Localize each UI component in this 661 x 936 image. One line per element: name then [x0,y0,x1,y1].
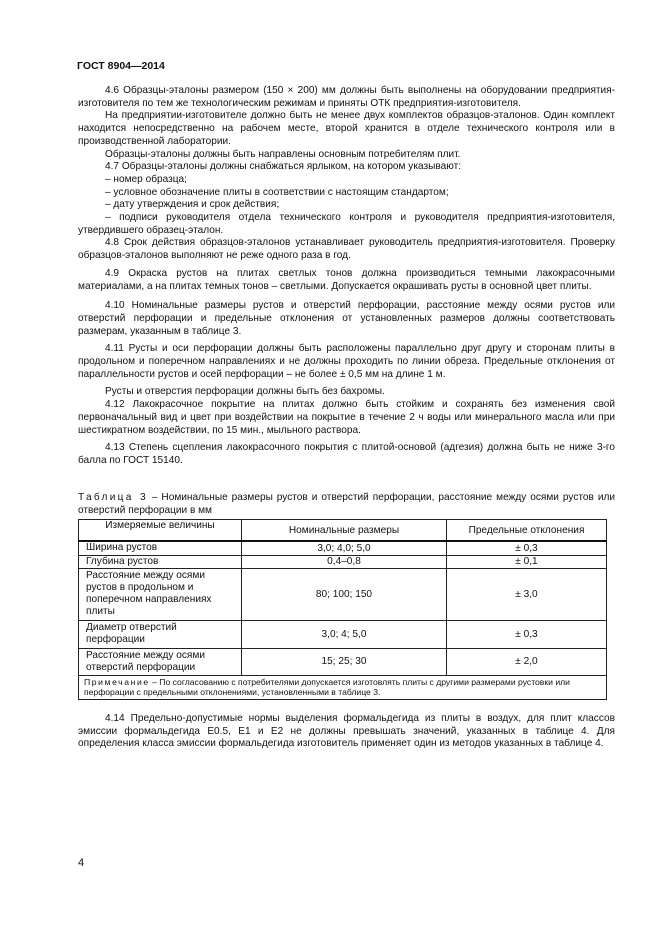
paragraph-fringe: Русты и отверстия перфорации должны быть без бахромы. [105,386,385,398]
list-item: – дату утверждения и срок действия; [105,199,280,211]
table-note [79,675,607,699]
table-row [79,541,607,555]
list-item: – подписи руководителя отдела технического контроля и руководителя предприятия-изготовителя, утвердившего образец-эталон. [78,212,615,236]
table-cell: 3,0; 4,0; 5,0 [242,541,447,555]
table-row [79,555,607,568]
paragraph-4-13: 4.13 Степень сцепления лакокрасочного покрытия с плитой-основой (адгезия) должна быть не ниже 3-го балла по ГОСТ 15140. [78,442,615,466]
table-cell: Ширина рустов [79,541,242,555]
table-row [79,648,607,675]
paragraph-4-9: 4.9 Окраска рустов на плитах светлых тонов должна производиться темными лакокрасочными материалами, а на плитах темных тонов – светлыми. Допускается окрашивать русты в основной цвет плиты. [78,267,615,292]
table-header-row [79,520,607,542]
paragraph-consumers: Образцы-эталоны должны быть направлены основным потребителям плит. [105,148,461,160]
table-cell: Глубина рустов [79,555,242,568]
table-cell: 3,0; 4; 5,0 [242,620,447,648]
table-cell: Расстояние между осями отверстий перфорации [79,648,242,675]
table-cell: 0,4–0,8 [242,555,447,568]
table-cell: ± 0,3 [447,620,607,648]
paragraph-4-14: 4.14 Предельно-допустимые нормы выделения формальдегида из плиты в воздух, для плит классов эмиссии формальдегида Е0.5, Е1 и Е2 не должны превышать значений, указанных в таблице 4. Для определения класса эмиссии формальдегида изготовитель применяет один из методов указанных в таблице 4. [78,713,615,750]
paragraph-4-6: 4.6 Образцы-эталоны размером (150 × 200) мм должны быть выполнены на оборудовании предприятия-изготовителя по тем же технологическим режимам и приняты ОТК предприятия-изготовителя. [78,85,615,109]
standard-header: ГОСТ 8904—2014 [77,60,165,72]
table-cell: 80; 100; 150 [242,568,447,620]
table-note-row [79,675,607,699]
list-item: – условное обозначение плиты в соответствии с настоящим стандартом; [105,186,449,198]
table-note-label: Примечание [84,676,150,687]
table-caption [78,492,615,517]
paragraph-4-8: 4.8 Срок действия образцов-эталонов устанавливает руководитель предприятия-изготовителя. Проверку образцов-эталонов выполняют не реже одного раза в год. [78,237,615,262]
table-header-cell: Номинальные размеры [242,520,447,542]
table-caption-text: – Номинальные размеры рустов и отверстий перфорации, расстояние между осями рустов или отверстий перфорации в мм [78,492,615,516]
paragraph-4-11: 4.11 Русты и оси перфорации должны быть расположены параллельно друг другу и сторонам плиты в продольном и поперечном направлениях и не должны проходить по линии обреза. Предельные отклонения от параллельности рустов и осей перфорации – не более ± 0,5 мм на длине 1 м. [78,343,615,380]
list-item: – номер образца; [105,173,187,185]
table-note-text: – По согласованию с потребителями допускается изготовлять плиты с другими размерами рустовки или перфорации с предельными отклонениями, установленными в таблице 3. [84,676,570,697]
table-cell: ± 0,3 [447,541,607,555]
table-caption-label: Таблица 3 [78,492,148,503]
table-cell: 15; 25; 30 [242,648,447,675]
paragraph-4-7: 4.7 Образцы-эталоны должны снабжаться ярлыком, на котором указывают: [105,161,461,173]
paragraph-4-10: 4.10 Номинальные размеры рустов и отверстий перфорации, расстояние между осями рустов или отверстий перфорации и предельные отклонения от установленных размеров должны соответствовать размерам, указанным в таблице 3. [78,300,615,337]
body-text [78,85,615,468]
page-number: 4 [78,857,85,869]
table-cell: Расстояние между осями рустов в продольном и поперечном направлениях плиты [79,568,242,620]
body-text-after-table [78,713,615,751]
table-row [79,568,607,620]
paragraph-4-12: 4.12 Лакокрасочное покрытие на плитах должно быть стойким и сохранять без изменения свой первоначальный вид и цвет при воздействии на покрытие в течение 2 ч воды или минерального масла или при шестикратном воздействии, по 15 мин., мыльного раствора. [78,399,615,436]
paragraph-sets: На предприятии-изготовителе должно быть не менее двух комплектов образцов-эталонов. Один комплект находится непосредственно на рабочем месте, второй хранится в отделе технического контроля или в производственной лаборатории. [78,110,615,147]
table-cell: ± 2,0 [447,648,607,675]
table-row [79,620,607,648]
table-header-cell: Предельные отклонения [447,520,607,542]
table-cell: Диаметр отверстий перфорации [79,620,242,648]
table-cell: ± 0,1 [447,555,607,568]
table-header-cell: Измеряемые величины [79,520,242,542]
table-3 [78,519,607,700]
table-cell: ± 3,0 [447,568,607,620]
